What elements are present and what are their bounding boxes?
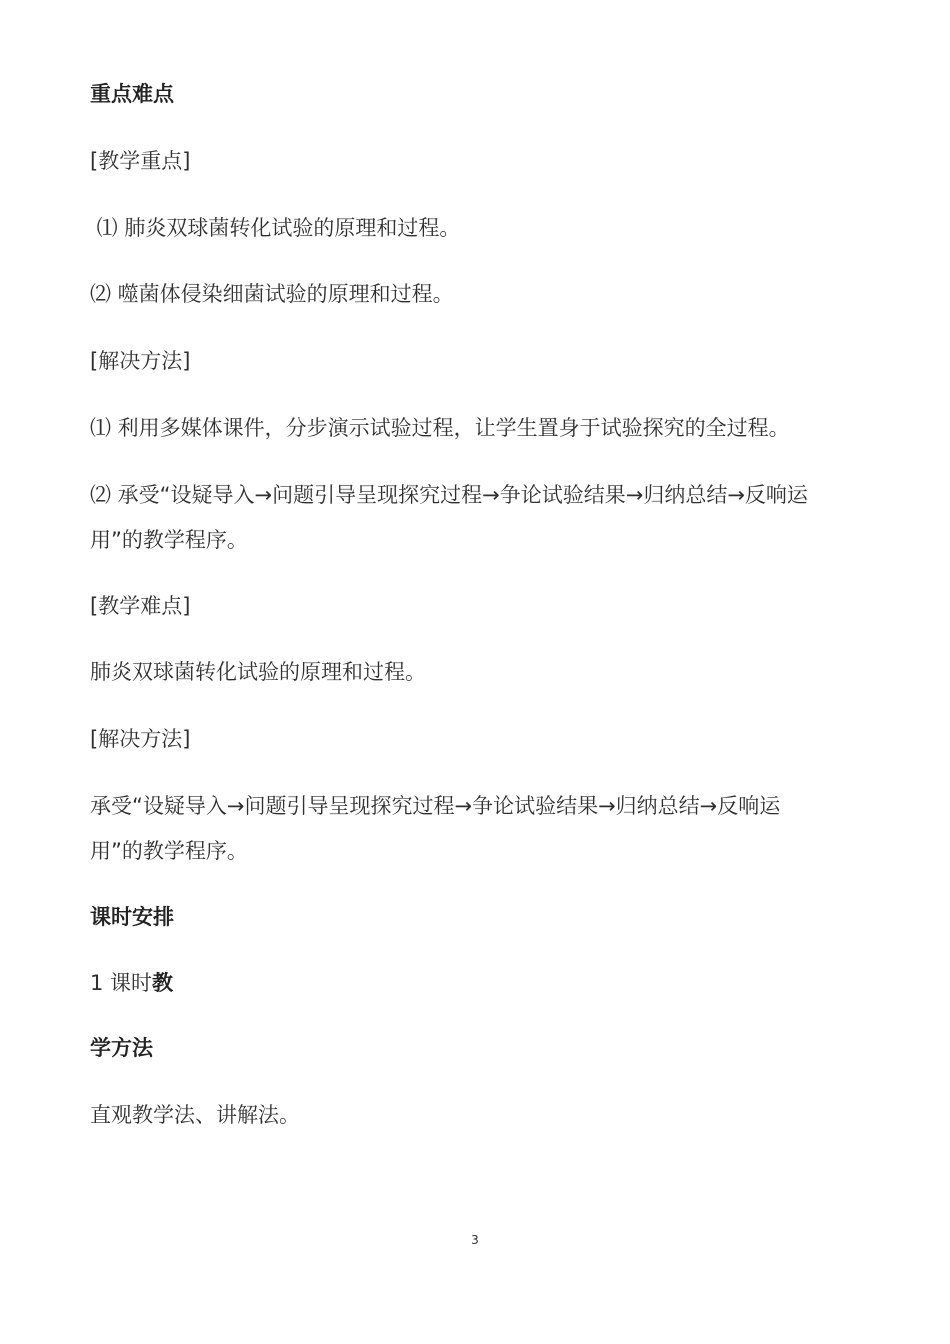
method-text: 直观教学法、讲解法。	[90, 1103, 300, 1127]
heading-key-difficult: 重点难点	[90, 82, 174, 106]
label-solution-1: [解决方法]	[90, 349, 191, 373]
focus-item-2: ⑵ 噬菌体侵染细菌试验的原理和过程。	[90, 282, 454, 306]
page-number: 3	[471, 1233, 479, 1247]
schedule-hours	[90, 961, 860, 1005]
label-solution-2: [解决方法]	[90, 727, 191, 751]
label-teaching-focus: [教学重点]	[90, 149, 191, 173]
solution-item-1: ⑴ 利用多媒体课件，分步演示试验过程，让学生置身于试验探究的全过程。	[90, 416, 790, 440]
schedule-hours-text: 1 课时	[90, 971, 153, 995]
focus-item-1: ⑴ 肺炎双球菌转化试验的原理和过程。	[90, 216, 461, 240]
heading-schedule: 课时安排	[90, 905, 174, 929]
label-teaching-difficulty: [教学难点]	[90, 594, 191, 618]
schedule-hours-bold-suffix: 教	[152, 971, 174, 995]
solution-item-3-line-1: 承受“设疑导入→问题引导呈现探究过程→争论试验结果→归纳总结→反响运	[90, 794, 781, 818]
solution-item-3-line-2: 用”的教学程序。	[90, 839, 248, 863]
heading-method: 学方法	[90, 1036, 153, 1060]
solution-item-2-line-2: 用”的教学程序。	[90, 528, 248, 552]
solution-item-2-line-1: ⑵ 承受“设疑导入→问题引导呈现探究过程→争论试验结果→归纳总结→反响运	[90, 483, 808, 507]
difficulty-item-1: 肺炎双球菌转化试验的原理和过程。	[90, 660, 426, 684]
